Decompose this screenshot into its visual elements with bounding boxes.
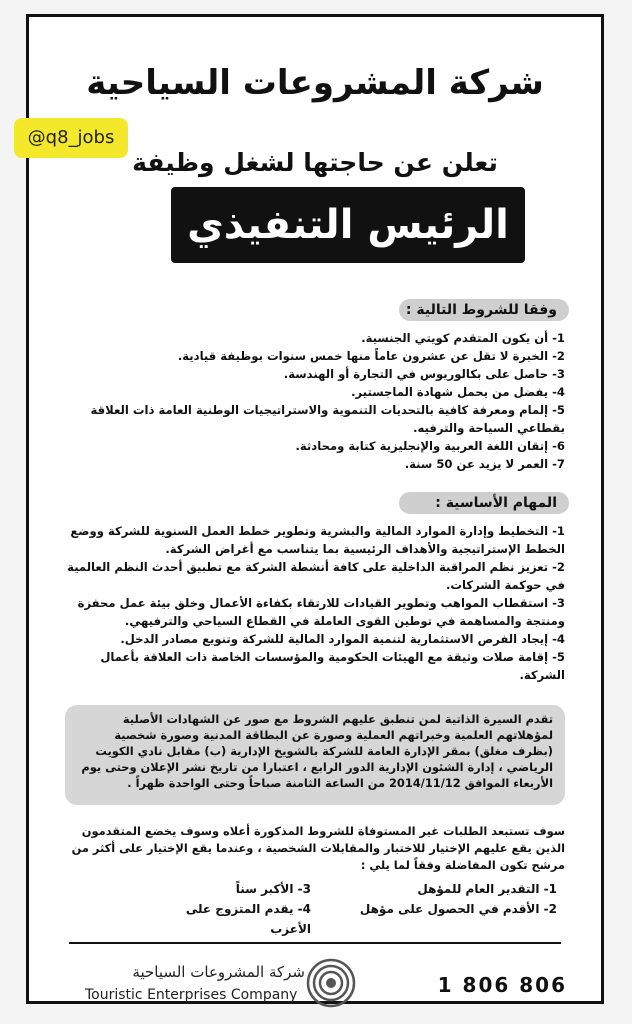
tasks-heading: المهام الأساسية : xyxy=(399,492,569,514)
condition-item: 4- يفضل من يحمل شهادة الماجستير. xyxy=(351,385,565,399)
selection-paragraph: سوف تستبعد الطلبات غير المستوفاة للشروط المذكورة أعلاه وسوف يخضع المتقدمون الذين يقع عليهم الإختيار للاختبار والمقابلات الشخصية ، وعندما يقع الإختيار على أكثر من مرشح تكون المفاضلة وفقاً لما يلي : xyxy=(71,824,565,872)
criteria-item: 1- التقدير العام للمؤهل xyxy=(417,882,557,896)
criteria-item: 4- يقدم المتزوج على الأعزب xyxy=(185,902,311,936)
condition-item: 3- حاصل على بكالوريوس في التجارة أو الهندسة. xyxy=(283,367,565,381)
company-logo-icon xyxy=(305,957,357,1009)
condition-item: 6- إتقان اللغة العربية والإنجليزية كتابة ومحادثة. xyxy=(295,439,565,453)
condition-item: 1- أن يكون المتقدم كويتي الجنسية. xyxy=(361,331,565,345)
divider xyxy=(69,942,561,944)
announcement-line: تعلن عن حاجتها لشغل وظيفة xyxy=(132,148,498,177)
application-instructions: تقدم السيرة الذاتية لمن تنطبق عليهم الشروط مع صور عن الشهادات الأصلية لمؤهلاتهم العلمية وخبراتهم العملية وصورة عن البطاقة المدنية وصورة شخصية (بظرف مغلق) بمقر الإدارة العامة للشركة بالشويخ الإدارية (ب) مقابل نادي الكويت الرياضي ، إدارة الشئون الإدارية الدور الرابع ، اعتبارا من تاريخ نشر الإعلان وحتى يوم الأربعاء الموافق 2014/11/12 من الساعة الثامنة صباحاً وحتى الواحدة ظهراً . xyxy=(65,705,565,805)
company-name: شركة المشروعات السياحية xyxy=(86,63,544,103)
footer-logo-arabic: شركة المشروعات السياحية xyxy=(132,963,305,981)
criteria-right xyxy=(337,879,557,919)
task-item: 3- استقطاب المواهب وتطوير القيادات للارتقاء بكفاءة الأعمال وخلق بيئة عمل محفزة ومنتجة والمساهمة في توطين القوى العاملة في القطاع السياحي والترفيهي. xyxy=(77,596,565,628)
social-tag: @q8_jobs xyxy=(14,118,128,158)
tasks-list xyxy=(65,522,565,684)
job-title: الرئيس التنفيذي xyxy=(171,187,525,263)
conditions-list xyxy=(65,329,565,473)
condition-item: 2- الخبرة لا تقل عن عشرون عاماً منها خمس سنوات بوظيفة قيادية. xyxy=(177,349,565,363)
task-item: 4- إيجاد الفرص الاستثمارية لتنمية الموارد المالية للشركة وتنويع مصادر الدخل. xyxy=(120,632,565,646)
condition-item: 5- إلمام ومعرفة كافية بالتحديات التنموية والاستراتيجيات الوطنية العامة ذات العلاقة بقطاعي السياحة والترفيه. xyxy=(90,403,565,435)
condition-item: 7- العمر لا يزيد عن 50 سنة. xyxy=(404,457,565,471)
criteria-item: 2- الأقدم في الحصول على مؤهل xyxy=(359,902,557,916)
criteria-item: 3- الأكبر سناً xyxy=(235,882,311,896)
criteria-left xyxy=(151,879,311,939)
footer-logo-english: Touristic Enterprises Company xyxy=(85,987,298,1003)
task-item: 2- تعزيز نظم المراقبة الداخلية على كافة أنشطة الشركة مع تطبيق أحدث النظم العالمية في حوكمة الشركات. xyxy=(67,560,565,592)
task-item: 1- التخطيط وإدارة الموارد المالية والبشرية وتطوير خطط العمل السنوية للشركة ووضع الخطط الإستراتيجية والأهداف الرئيسية بما يتناسب مع أغراض الشركة. xyxy=(70,524,565,556)
phone-number: 1 806 806 xyxy=(437,973,567,997)
advertisement-frame xyxy=(26,14,604,1004)
conditions-heading: وفقا للشروط التالية : xyxy=(399,299,569,321)
task-item: 5- إقامة صلات وثيقة مع الهيئات الحكومية والمؤسسات الخاصة ذات العلاقة بأعمال الشركة. xyxy=(100,650,565,682)
